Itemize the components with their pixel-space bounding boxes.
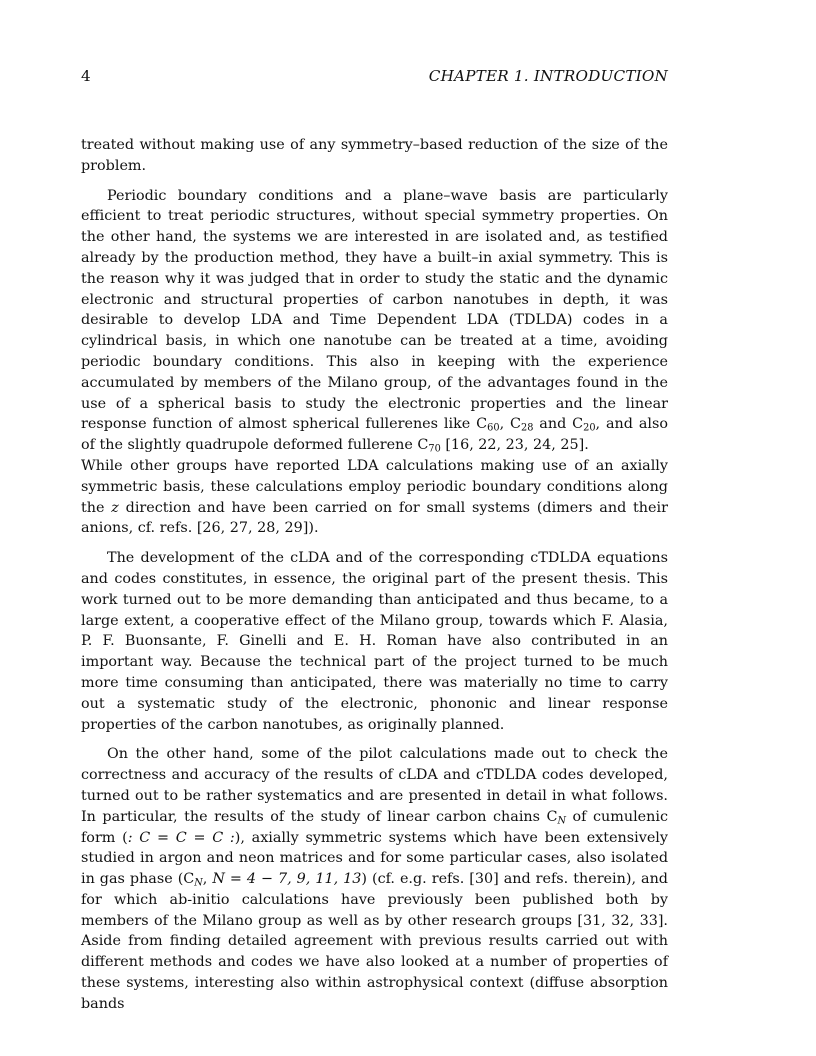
paragraph-1-text: treated without making use of any symmetry–based reduction of the size of the problem. [81, 137, 668, 174]
paragraph-development [81, 548, 668, 735]
subscript-20: 20 [583, 423, 596, 435]
paragraph-continuation [81, 135, 668, 177]
paragraph-2-text-e: [16, 22, 23, 24, 25]. [440, 437, 589, 454]
subscript-28: 28 [520, 423, 534, 435]
paragraph-2-text-c: and C [533, 416, 584, 433]
paragraph-5-text-e: ) (cf. e.g. refs. [30] and refs. therein), and for which ab-initio calculations have previously been published both by members of the Milano group as well as by other research groups [31, 32, 33]. Aside from finding detailed agreement with previous results carried out with different methods and codes we have also looked at a number of properties of these systems, interesting also within astrophysical context (diffuse absorption bands [81, 871, 668, 1012]
paragraph-other-groups [81, 456, 668, 539]
paragraph-2-text-d: , and also of the slightly quadrupole deformed fullerene C [81, 416, 668, 454]
paragraph-boundary-conditions [81, 186, 668, 456]
paragraph-3-text-a: While other groups have reported LDA calculations making use of an axially symmetric basis, these calculations employ periodic boundary conditions along the [81, 457, 668, 516]
paragraph-5-text-c: ), axially symmetric systems which have been extensively studied in argon and neon matrices and for some particular cases, also isolated in gas phase (C [81, 829, 668, 888]
cumulene-formula: : C = C = C : [127, 829, 235, 846]
paragraph-4-text: The development of the cLDA and of the corresponding cTDLDA equations and codes constitutes, in essence, the original part of the present thesis. This work turned out to be more demanding than anticipated and thus became, to a large extent, a cooperative effect of the Milano group, towards which F. Alasia, P. F. Buonsante, F. Ginelli and E. H. Roman have also contributed in an important way. Because the technical part of the project turned to be much more time consuming than anticipated, there was materially no time to carry out a systematic study of the electronic, phononic and linear response properties of the carbon nanotubes, as originally planned. [81, 550, 668, 733]
body-text [81, 135, 668, 1015]
subscript-n: N [557, 815, 567, 827]
paragraph-5-text-d: , [202, 871, 213, 888]
paragraph-2-text-b: , C [499, 416, 521, 433]
chapter-title: CHAPTER 1. INTRODUCTION [428, 67, 668, 85]
paragraph-5-text-a: On the other hand, some of the pilot calculations made out to check the correctness and accuracy of the results of cLDA and cTDLDA codes developed, turned out to be rather systematics and are presented in detail in what follows. In particular, the results of the study of linear carbon chains C [81, 746, 668, 825]
page-number: 4 [81, 67, 91, 85]
variable-z: z [111, 499, 119, 516]
paragraph-2-text-a: Periodic boundary conditions and a plane–wave basis are particularly efficient to treat periodic structures, without special symmetry properties. On the other hand, the systems we are interested in are isolated and, as testified already by the production method, they have a built–in axial symmetry. This is the reason why it was judged that in order to study the static and the dynamic electronic and structural properties of carbon nanotubes in depth, it was desirable to develop LDA and Time Dependent LDA (TDLDA) codes in a cylindrical basis, in which one nanotube can be treated at a time, avoiding periodic boundary conditions. This also in keeping with the experience accumulated by members of the Milano group, of the advantages found in the use of a spherical basis to study the electronic properties and the linear response function of almost spherical fullerenes like C [81, 187, 668, 433]
paragraph-3-text-b: direction and have been carried on for small systems (dimers and their anions, cf. refs. [26, 27, 28, 29]). [81, 499, 668, 537]
paragraph-pilot-calculations [81, 744, 668, 1014]
subscript-70: 70 [428, 443, 441, 455]
subscript-60: 60 [487, 423, 500, 435]
paragraph-5-text-b: of cumulenic form ( [81, 808, 669, 846]
chain-length-range: N = 4 − 7, 9, 11, 13 [212, 871, 362, 888]
subscript-n-2: N [194, 877, 203, 889]
